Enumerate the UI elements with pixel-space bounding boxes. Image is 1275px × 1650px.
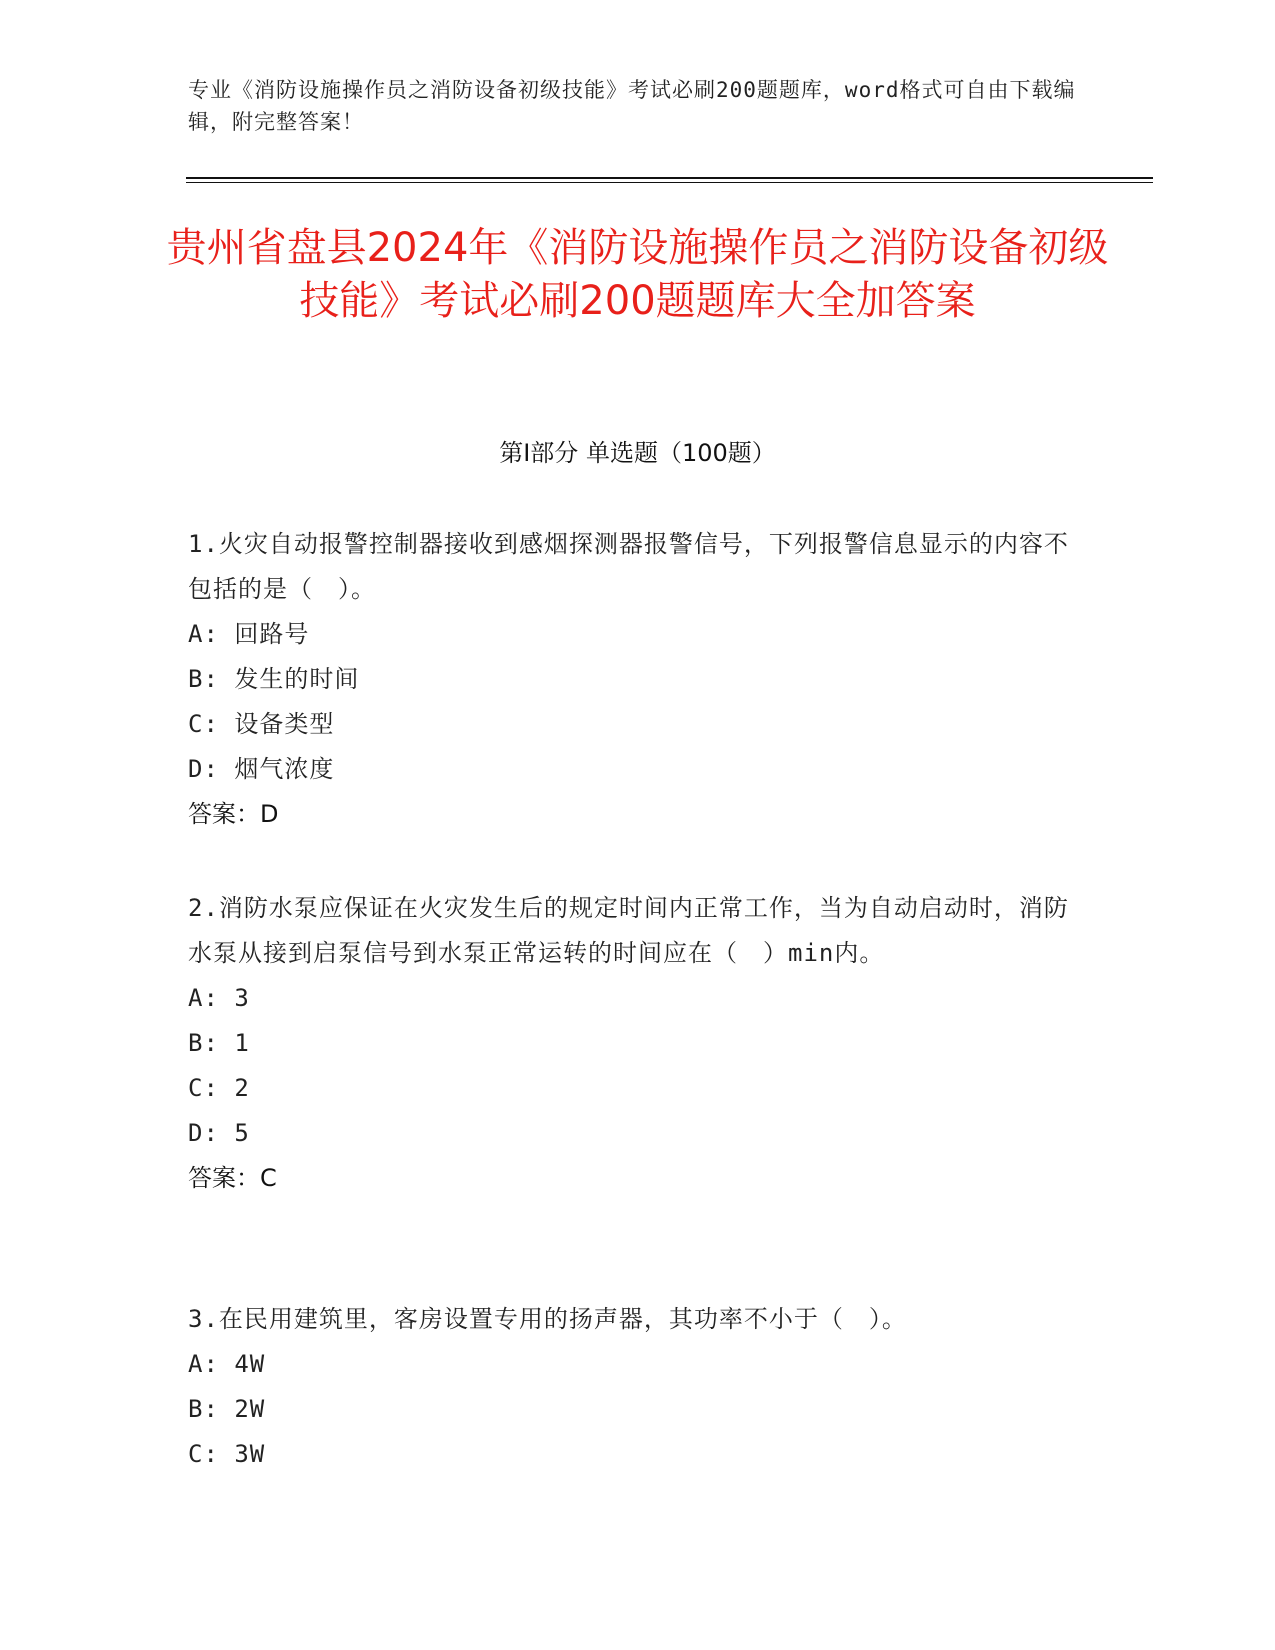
option-b: B: 2W (188, 1395, 266, 1423)
question-stem: 2.消防水泵应保证在火灾发生后的规定时间内正常工作，当为自动启动时，消防水泵从接到启泵信号到水泵正常运转的时间应在（ ）min内。 (188, 894, 1069, 967)
option-c: C: 设备类型 (188, 710, 335, 738)
option-b: B: 1 (188, 1029, 250, 1057)
answer: 答案：C (188, 1164, 277, 1192)
option-d: D: 烟气浓度 (188, 755, 335, 783)
header-divider-thin (186, 182, 1153, 183)
question-stem: 1.火灾自动报警控制器接收到感烟探测器报警信号，下列报警信息显示的内容不包括的是（ ）。 (188, 530, 1069, 603)
header-note: 专业《消防设施操作员之消防设备初级技能》考试必刷200题题库，word格式可自由下载编辑，附完整答案！ (188, 78, 1076, 134)
option-a: A: 4W (188, 1350, 266, 1378)
answer: 答案：D (188, 800, 279, 828)
option-d: D: 5 (188, 1119, 250, 1147)
section-heading: 第I部分 单选题（100题） (499, 439, 776, 467)
question-2 (188, 886, 1078, 1201)
option-a: A: 3 (188, 984, 250, 1012)
option-a: A: 回路号 (188, 620, 310, 648)
option-c: C: 3W (188, 1440, 266, 1468)
question-1 (188, 522, 1078, 837)
document-title: 贵州省盘县2024年《消防设施操作员之消防设备初级技能》考试必刷200题题库大全加答案 (166, 225, 1109, 324)
question-3 (188, 1297, 1078, 1477)
header-divider-thick (186, 177, 1153, 179)
option-c: C: 2 (188, 1074, 250, 1102)
question-stem: 3.在民用建筑里，客房设置专用的扬声器，其功率不小于（ ）。 (188, 1305, 907, 1333)
option-b: B: 发生的时间 (188, 665, 360, 693)
